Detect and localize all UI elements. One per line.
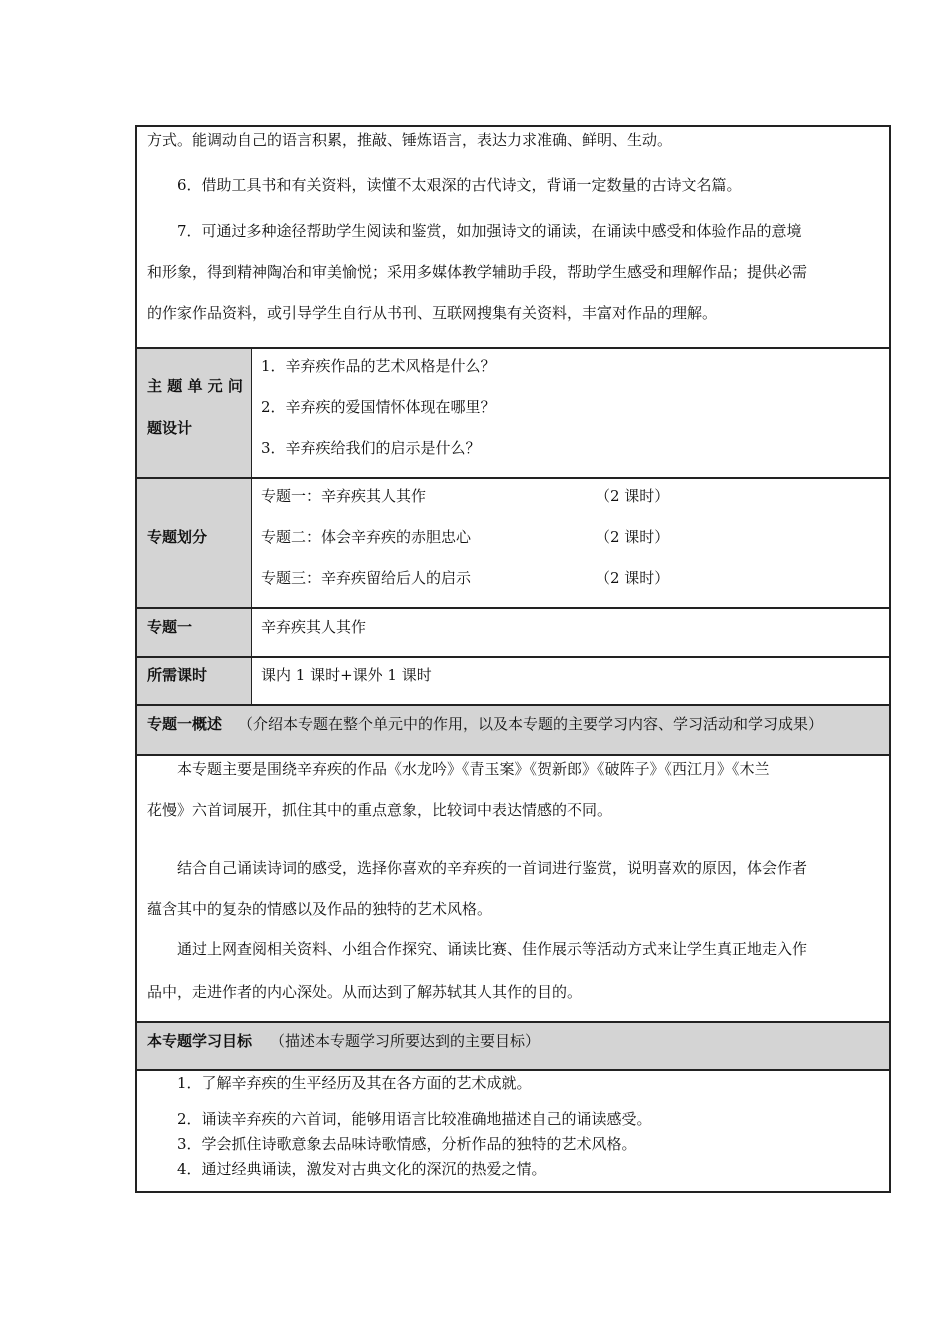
overview-header [147, 714, 823, 734]
overview-line: 蕴含其中的复杂的情感以及作品的独特的艺术风格。 [147, 900, 493, 918]
row-divider [137, 754, 889, 756]
topic-item-name: 专题二：体会辛弃疾的赤胆忠心 [261, 528, 472, 546]
goals-note: （描述本专题学习所要达到的主要目标） [270, 1032, 541, 1050]
overview-line: 花慢》六首词展开，抓住其中的重点意象，比较词中表达情感的不同。 [147, 801, 613, 819]
overview-line: 通过上网查阅相关资料、小组合作探究、诵读比赛、佳作展示等活动方式来让学生真正地走入作 [177, 940, 808, 958]
intro-line: 7．可通过多种途径帮助学生阅读和鉴赏，如加强诗文的诵读，在诵读中感受和体验作品的意境 [177, 222, 802, 240]
topic-item-hours: （2 课时） [595, 487, 670, 505]
goals-header [147, 1031, 540, 1051]
column-divider [251, 349, 252, 707]
topic-item-name: 专题一：辛弃疾其人其作 [261, 487, 427, 505]
goal-item: 4．通过经典诵读，激发对古典文化的深沉的热爱之情。 [177, 1160, 547, 1178]
intro-line: 和形象，得到精神陶冶和审美愉悦；采用多媒体教学辅助手段，帮助学生感受和理解作品；提供必需 [147, 263, 808, 281]
goal-item: 3．学会抓住诗歌意象去品味诗歌情感，分析作品的独特的艺术风格。 [177, 1135, 637, 1153]
intro-line: 6．借助工具书和有关资料，读懂不太艰深的古代诗文，背诵一定数量的古诗文名篇。 [177, 176, 742, 194]
topic-item-hours: （2 课时） [595, 569, 670, 587]
overview-line: 本专题主要是围绕辛弃疾的作品《水龙吟》《青玉案》《贺新郎》《破阵子》《西江月》《木兰 [177, 760, 770, 778]
intro-line: 的作家作品资料，或引导学生自行从书刊、互联网搜集有关资料，丰富对作品的理解。 [147, 304, 718, 322]
lesson-plan-table [135, 125, 891, 1193]
unit-questions-label-1: 主 题 单 元 问 [147, 377, 243, 395]
topic-item-name: 专题三：辛弃疾留给后人的启示 [261, 569, 472, 587]
intro-line: 方式。能调动自己的语言积累，推敲、锤炼语言，表达力求准确、鲜明、生动。 [147, 131, 673, 149]
overview-line: 结合自己诵读诗词的感受，选择你喜欢的辛弃疾的一首词进行鉴赏，说明喜欢的原因，体会作者 [177, 859, 808, 877]
overview-line: 品中，走进作者的内心深处。从而达到了解苏轼其人其作的目的。 [147, 983, 583, 1001]
question-item: 2．辛弃疾的爱国情怀体现在哪里？ [261, 398, 496, 416]
hours-needed-label: 所需课时 [147, 666, 208, 684]
goal-item: 2．诵读辛弃疾的六首词，能够用语言比较准确地描述自己的诵读感受。 [177, 1110, 652, 1128]
hours-needed-value: 课内 1 课时+课外 1 课时 [261, 666, 432, 684]
label-cell-bg [137, 349, 251, 478]
topic-item-hours: （2 课时） [595, 528, 670, 546]
overview-note: （介绍本专题在整个单元中的作用，以及本专题的主要学习内容、学习活动和学习成果） [238, 715, 824, 733]
unit-questions-label-2: 题设计 [147, 419, 193, 437]
overview-label: 专题一概述 [147, 715, 223, 733]
topic-one-label: 专题一 [147, 618, 193, 636]
row-divider [137, 1069, 889, 1071]
question-item: 3．辛弃疾给我们的启示是什么？ [261, 439, 481, 457]
question-item: 1．辛弃疾作品的艺术风格是什么？ [261, 357, 496, 375]
goal-item: 1．了解辛弃疾的生平经历及其在各方面的艺术成就。 [177, 1074, 532, 1092]
goals-label: 本专题学习目标 [147, 1032, 253, 1050]
topic-division-label: 专题划分 [147, 528, 208, 546]
topic-one-value: 辛弃疾其人其作 [261, 618, 367, 636]
